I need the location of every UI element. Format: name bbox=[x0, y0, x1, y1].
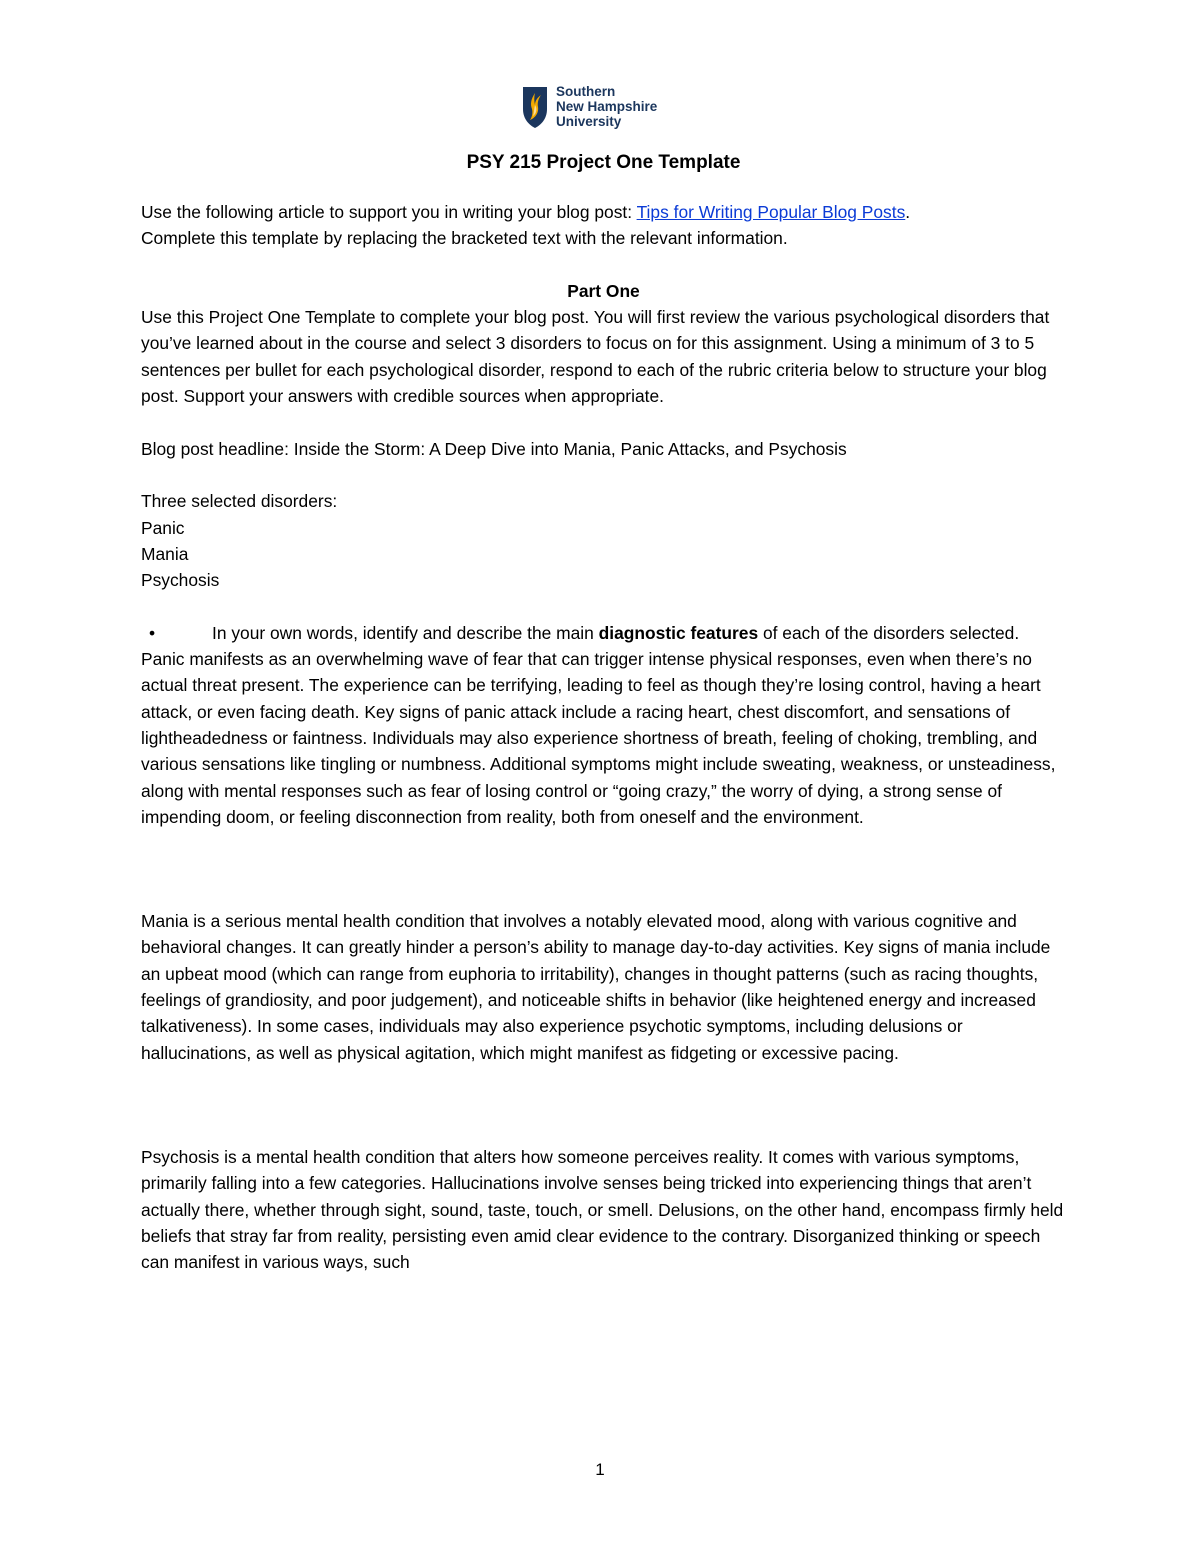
blog-headline: Blog post headline: Inside the Storm: A Deep Dive into Mania, Panic Attacks, and Psychosis bbox=[141, 438, 847, 459]
snhu-logo bbox=[522, 84, 657, 129]
spacer bbox=[141, 409, 1066, 435]
spacer bbox=[141, 830, 1066, 908]
bullet-text-end: of each of the disorders selected. bbox=[758, 622, 1020, 643]
intro-line-2: Complete this template by replacing the bracketed text with the relevant information. bbox=[141, 228, 788, 249]
bullet-text: In your own words, identify and describe the main bbox=[212, 622, 599, 643]
mania-answer: Mania is a serious mental health condition that involves a notably elevated mood, along with various cognitive and behavioral changes. It can greatly hinder a person’s ability to manage day-to-day activities. Key signs of mania include an upbeat mood (which can range from euphoria to irritability), changes in thought patterns (such as racing thoughts, feelings of grandiosity, and poor judgement), and noticeable shifts in behavior (like heightened energy and increased talkativeness). In some cases, individuals may also experience psychotic symptoms, including delusions or hallucinations, as well as physical agitation, which might manifest as fidgeting or excessive pacing. bbox=[141, 911, 1051, 1063]
disorders-label: Three selected disorders: bbox=[141, 491, 338, 512]
logo-line-3: University bbox=[556, 114, 622, 129]
page-number: 1 bbox=[595, 1460, 605, 1479]
document-body bbox=[141, 149, 1066, 1275]
page-title: PSY 215 Project One Template bbox=[466, 152, 741, 173]
part-one-heading: Part One bbox=[567, 280, 640, 301]
logo-wordmark bbox=[556, 84, 657, 129]
disorder-item: Panic bbox=[141, 517, 185, 538]
spacer bbox=[141, 252, 1066, 278]
spacer bbox=[141, 593, 1066, 619]
disorder-item: Psychosis bbox=[141, 570, 220, 591]
part-one-instructions: Use this Project One Template to complete your blog post. You will first review the various psychological disorders that you’ve learned about in the course and select 3 disorders to focus on for this assignment. Using a minimum of 3 to 5 sentences per bullet for each psychological disorder, respond to each of the rubric criteria below to structure your blog post. Support your answers with credible sources when appropriate. bbox=[141, 307, 1050, 407]
disorder-item: Mania bbox=[141, 543, 189, 564]
panic-answer: Panic manifests as an overwhelming wave of fear that can trigger intense physical responses, even when there’s no actual threat present. The experience can be terrifying, leading to feel as though they’re losing control, having a heart attack, or even facing death. Key signs of panic attack include a racing heart, chest discomfort, and sensations of lightheadedness or faintness. Individuals may also experience shortness of breath, feeling of choking, trembling, and various sensations like tingling or numbness. Additional symptoms might include sweating, weakness, or unsteadiness, along with mental responses such as fear of losing control or “going crazy,” the worry of dying, a strong sense of impending doom, or feeling disconnection from reality, both from oneself and the environment. bbox=[141, 649, 1056, 827]
logo-line-1: Southern bbox=[556, 84, 616, 99]
intro-period: . bbox=[905, 202, 911, 222]
bullet-icon: • bbox=[149, 622, 156, 643]
psychosis-answer: Psychosis is a mental health condition that alters how someone perceives reality. It comes with various symptoms, primarily falling into a few categories. Hallucinations involve senses being tricked into experiencing things that aren’t actually there, whether through sight, sound, taste, touch, or smell. Delusions, on the other hand, encompass firmly held beliefs that stray far from reality, persisting even amid clear evidence to the contrary. Disorganized thinking or speech can manifest in various ways, such bbox=[141, 1146, 1064, 1273]
rubric-bullet bbox=[141, 620, 1066, 646]
spacer bbox=[141, 1066, 1066, 1144]
spacer bbox=[141, 462, 1066, 488]
blog-tips-link[interactable]: Tips for Writing Popular Blog Posts bbox=[636, 202, 906, 222]
snhu-shield-icon bbox=[522, 85, 548, 129]
intro-line-1 bbox=[141, 199, 1066, 225]
bullet-bold-text: diagnostic features bbox=[598, 622, 759, 643]
intro-text: Use the following article to support you in writing your blog post: bbox=[141, 202, 637, 222]
logo-line-2: New Hampshire bbox=[556, 99, 658, 114]
